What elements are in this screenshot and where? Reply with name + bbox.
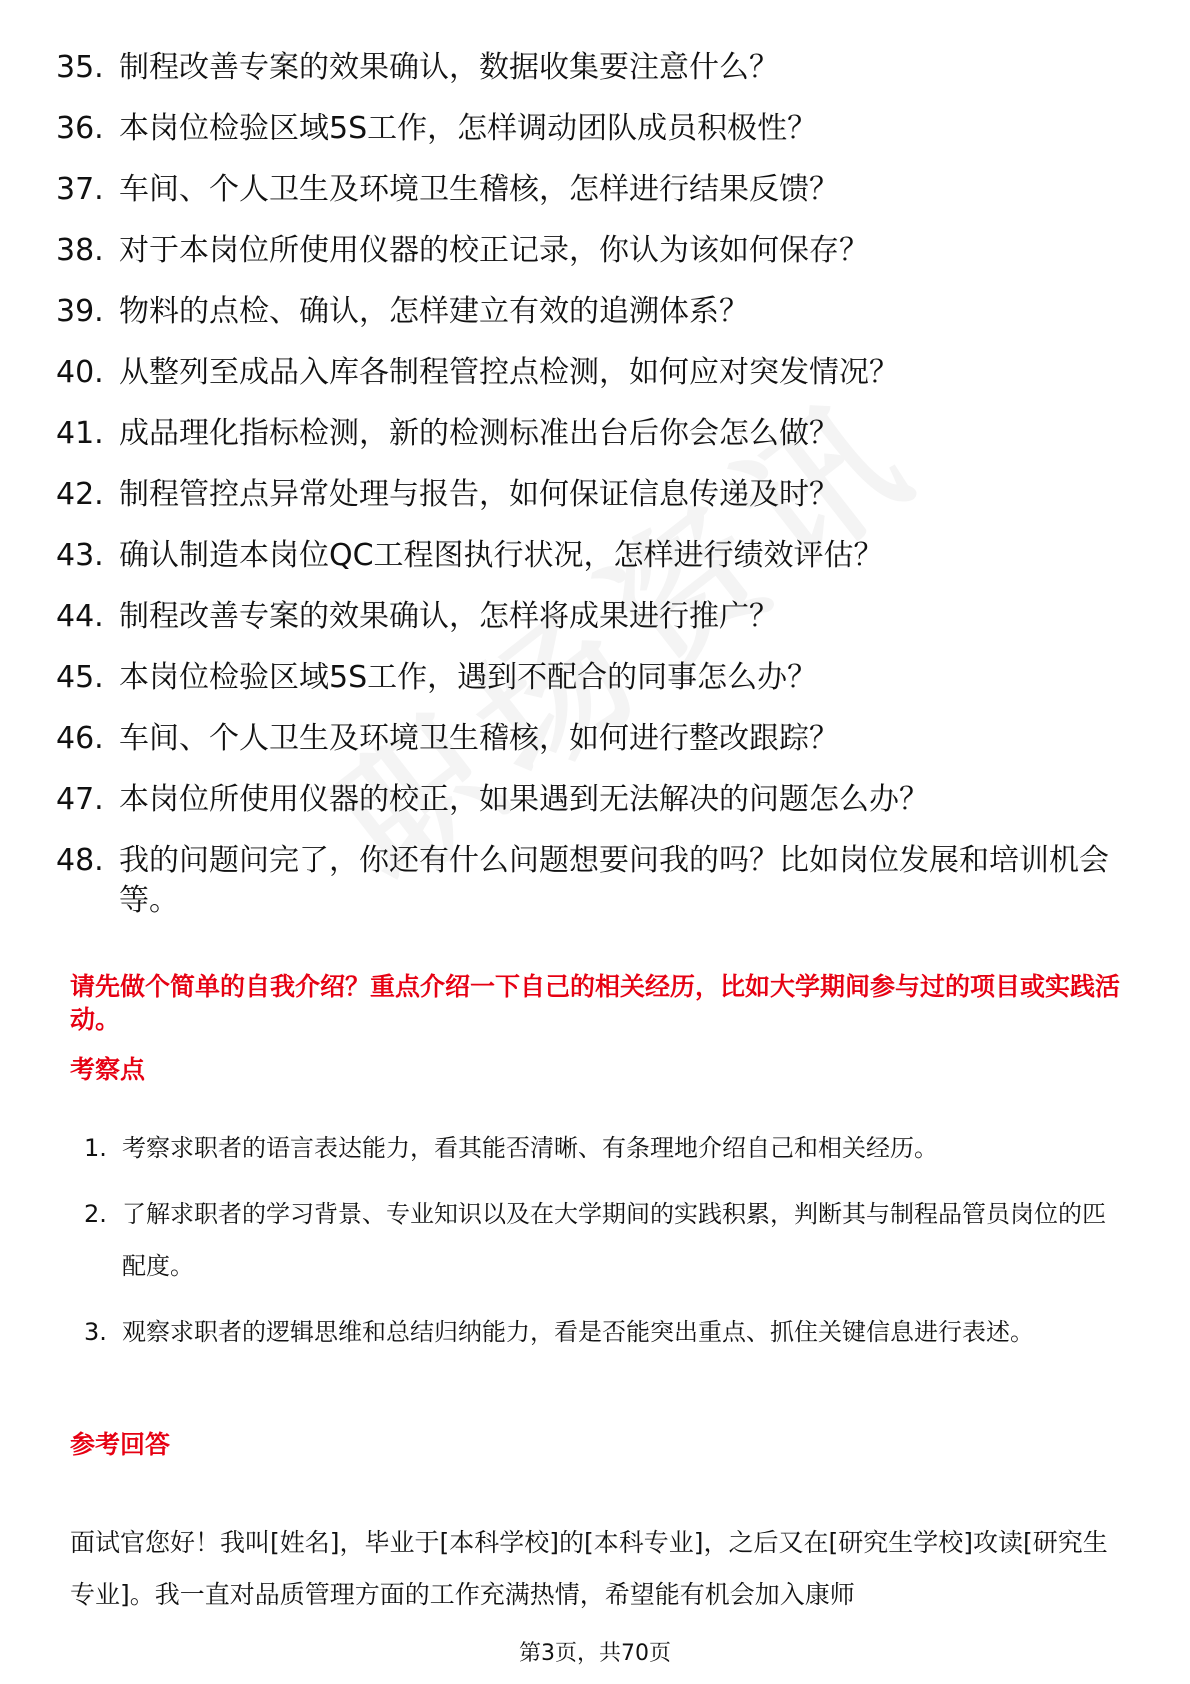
list-item xyxy=(84,1188,1124,1292)
item-number: 2. xyxy=(84,1200,107,1228)
item-text: 对于本岗位所使用仪器的校正记录，你认为该如何保存？ xyxy=(119,233,869,268)
item-number: 37. xyxy=(56,172,104,207)
item-number: 36. xyxy=(56,111,104,146)
item-number: 39. xyxy=(56,294,104,329)
answer-paragraph: 面试官您好！我叫[姓名]，毕业于[本科学校]的[本科专业]，之后又在[研究生学校]攻读[研究生专业]。我一直对品质管理方面的工作充满热情，希望能有机会加入康师 xyxy=(70,1528,1108,1609)
item-number: 41. xyxy=(56,416,104,451)
list-item xyxy=(84,1122,1124,1174)
list-item xyxy=(56,292,1136,332)
list-item xyxy=(56,48,1136,88)
item-text: 从整列至成品入库各制程管控点检测，如何应对突发情况？ xyxy=(119,355,899,390)
item-number: 44. xyxy=(56,599,104,634)
points-list xyxy=(84,1122,1124,1372)
list-item xyxy=(56,658,1136,698)
item-text: 本岗位所使用仪器的校正，如果遇到无法解决的问题怎么办？ xyxy=(119,782,929,817)
points-heading: 考察点 xyxy=(70,1055,146,1084)
item-number: 38. xyxy=(56,233,104,268)
item-number: 43. xyxy=(56,538,104,573)
item-text: 制程改善专案的效果确认，怎样将成果进行推广？ xyxy=(119,599,779,634)
item-text: 我的问题问完了，你还有什么问题想要问我的吗？比如岗位发展和培训机会等。 xyxy=(119,843,1109,918)
list-item xyxy=(56,414,1136,454)
item-text: 了解求职者的学习背景、专业知识以及在大学期间的实践积累，判断其与制程品管员岗位的匹配度。 xyxy=(122,1200,1106,1280)
item-text: 制程管控点异常处理与报告，如何保证信息传递及时？ xyxy=(119,477,839,512)
item-text: 考察求职者的语言表达能力，看其能否清晰、有条理地介绍自己和相关经历。 xyxy=(122,1134,938,1162)
page-footer: 第3页，共70页 xyxy=(519,1641,671,1666)
item-number: 48. xyxy=(56,843,104,878)
item-text: 制程改善专案的效果确认，数据收集要注意什么？ xyxy=(119,50,779,85)
item-number: 46. xyxy=(56,721,104,756)
list-item xyxy=(56,475,1136,515)
item-number: 47. xyxy=(56,782,104,817)
item-number: 45. xyxy=(56,660,104,695)
item-text: 物料的点检、确认，怎样建立有效的追溯体系？ xyxy=(119,294,749,329)
item-text: 成品理化指标检测，新的检测标准出台后你会怎么做？ xyxy=(119,416,839,451)
list-item xyxy=(56,353,1136,393)
item-number: 35. xyxy=(56,50,104,85)
list-item xyxy=(84,1306,1124,1358)
item-text: 本岗位检验区域5S工作，怎样调动团队成员积极性？ xyxy=(119,111,818,146)
section-question: 请先做个简单的自我介绍？重点介绍一下自己的相关经历，比如大学期间参与过的项目或实践活动。 xyxy=(70,972,1121,1034)
question-list xyxy=(56,48,1136,942)
item-text: 车间、个人卫生及环境卫生稽核，如何进行整改跟踪？ xyxy=(119,721,839,756)
list-item xyxy=(56,841,1136,921)
list-item xyxy=(56,231,1136,271)
list-item xyxy=(56,170,1136,210)
list-item xyxy=(56,719,1136,759)
list-item xyxy=(56,780,1136,820)
list-item xyxy=(56,597,1136,637)
item-number: 40. xyxy=(56,355,104,390)
item-number: 42. xyxy=(56,477,104,512)
item-text: 车间、个人卫生及环境卫生稽核，怎样进行结果反馈？ xyxy=(119,172,839,207)
item-text: 确认制造本岗位QC工程图执行状况，怎样进行绩效评估？ xyxy=(119,538,884,573)
item-number: 1. xyxy=(84,1134,107,1162)
item-number: 3. xyxy=(84,1318,107,1346)
answer-heading: 参考回答 xyxy=(70,1430,171,1459)
item-text: 观察求职者的逻辑思维和总结归纳能力，看是否能突出重点、抓住关键信息进行表述。 xyxy=(122,1318,1034,1346)
item-text: 本岗位检验区域5S工作，遇到不配合的同事怎么办？ xyxy=(119,660,818,695)
list-item xyxy=(56,109,1136,149)
list-item xyxy=(56,536,1136,576)
